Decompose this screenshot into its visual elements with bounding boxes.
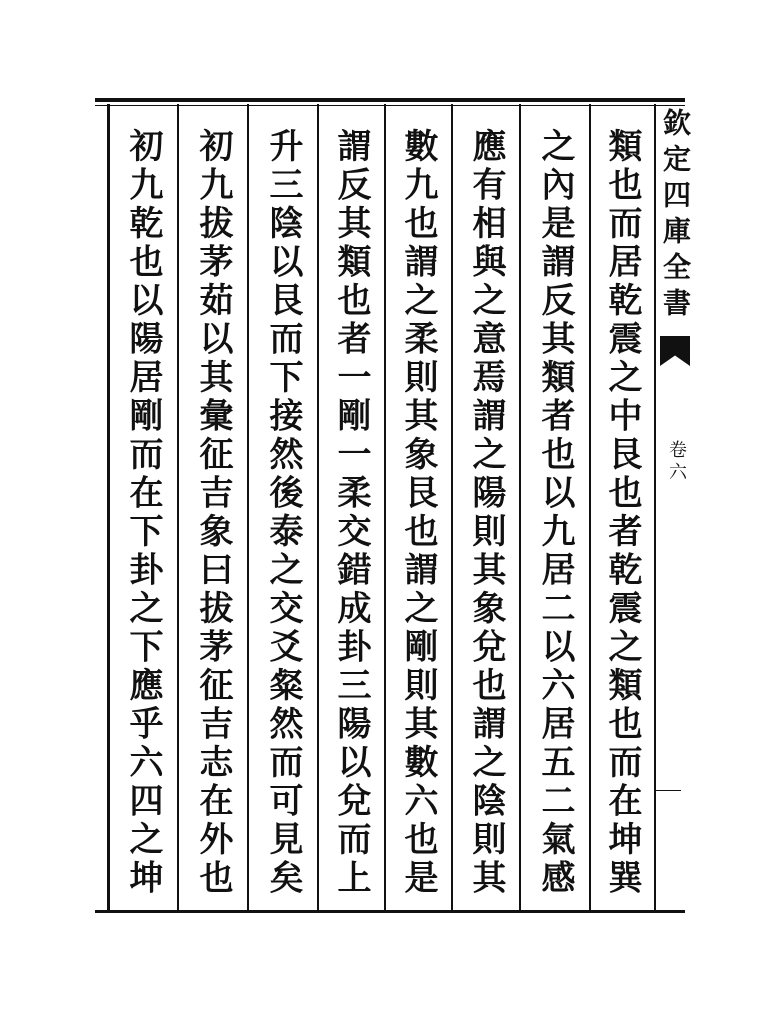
text-column-4: 數九也謂之柔則其象艮也謂之剛則其數六也是 [398, 128, 438, 898]
top-border-inner-rule [95, 105, 685, 106]
column-rule [519, 104, 521, 912]
top-border-rule [95, 98, 685, 102]
book-title-margin: 欽定四庫全書 [659, 108, 692, 324]
column-rule [247, 104, 249, 912]
column-rule [451, 104, 453, 912]
text-column-5: 謂反其類也者一剛一柔交錯成卦三陽以兌而上 [331, 128, 371, 898]
text-column-6: 升三陰以艮而下接然後泰之交爻粲然而可見矣 [263, 128, 303, 898]
text-column-3: 應有相與之意焉謂之陽則其象兌也謂之陰則其 [466, 128, 506, 898]
column-rule [177, 104, 179, 912]
text-column-8: 初九乾也以陽居剛而在下卦之下應乎六四之坤 [123, 128, 163, 898]
text-column-1: 類也而居乾震之中艮也者乾震之類也而在坤巽 [602, 128, 642, 898]
volume-number-margin: 卷六 [666, 440, 687, 484]
text-column-2: 之內是謂反其類者也以九居二以六居五二氣感 [535, 128, 575, 898]
text-column-7: 初九拔茅茹以其彙征吉象曰拔茅征吉志在外也 [193, 128, 233, 898]
margin-tick-rule [655, 790, 681, 791]
column-rule [384, 104, 386, 912]
bottom-border-rule [95, 910, 685, 913]
column-rule [317, 104, 319, 912]
left-border-rule [107, 104, 110, 912]
column-rule [589, 104, 591, 912]
fishtail-mark [660, 336, 690, 366]
